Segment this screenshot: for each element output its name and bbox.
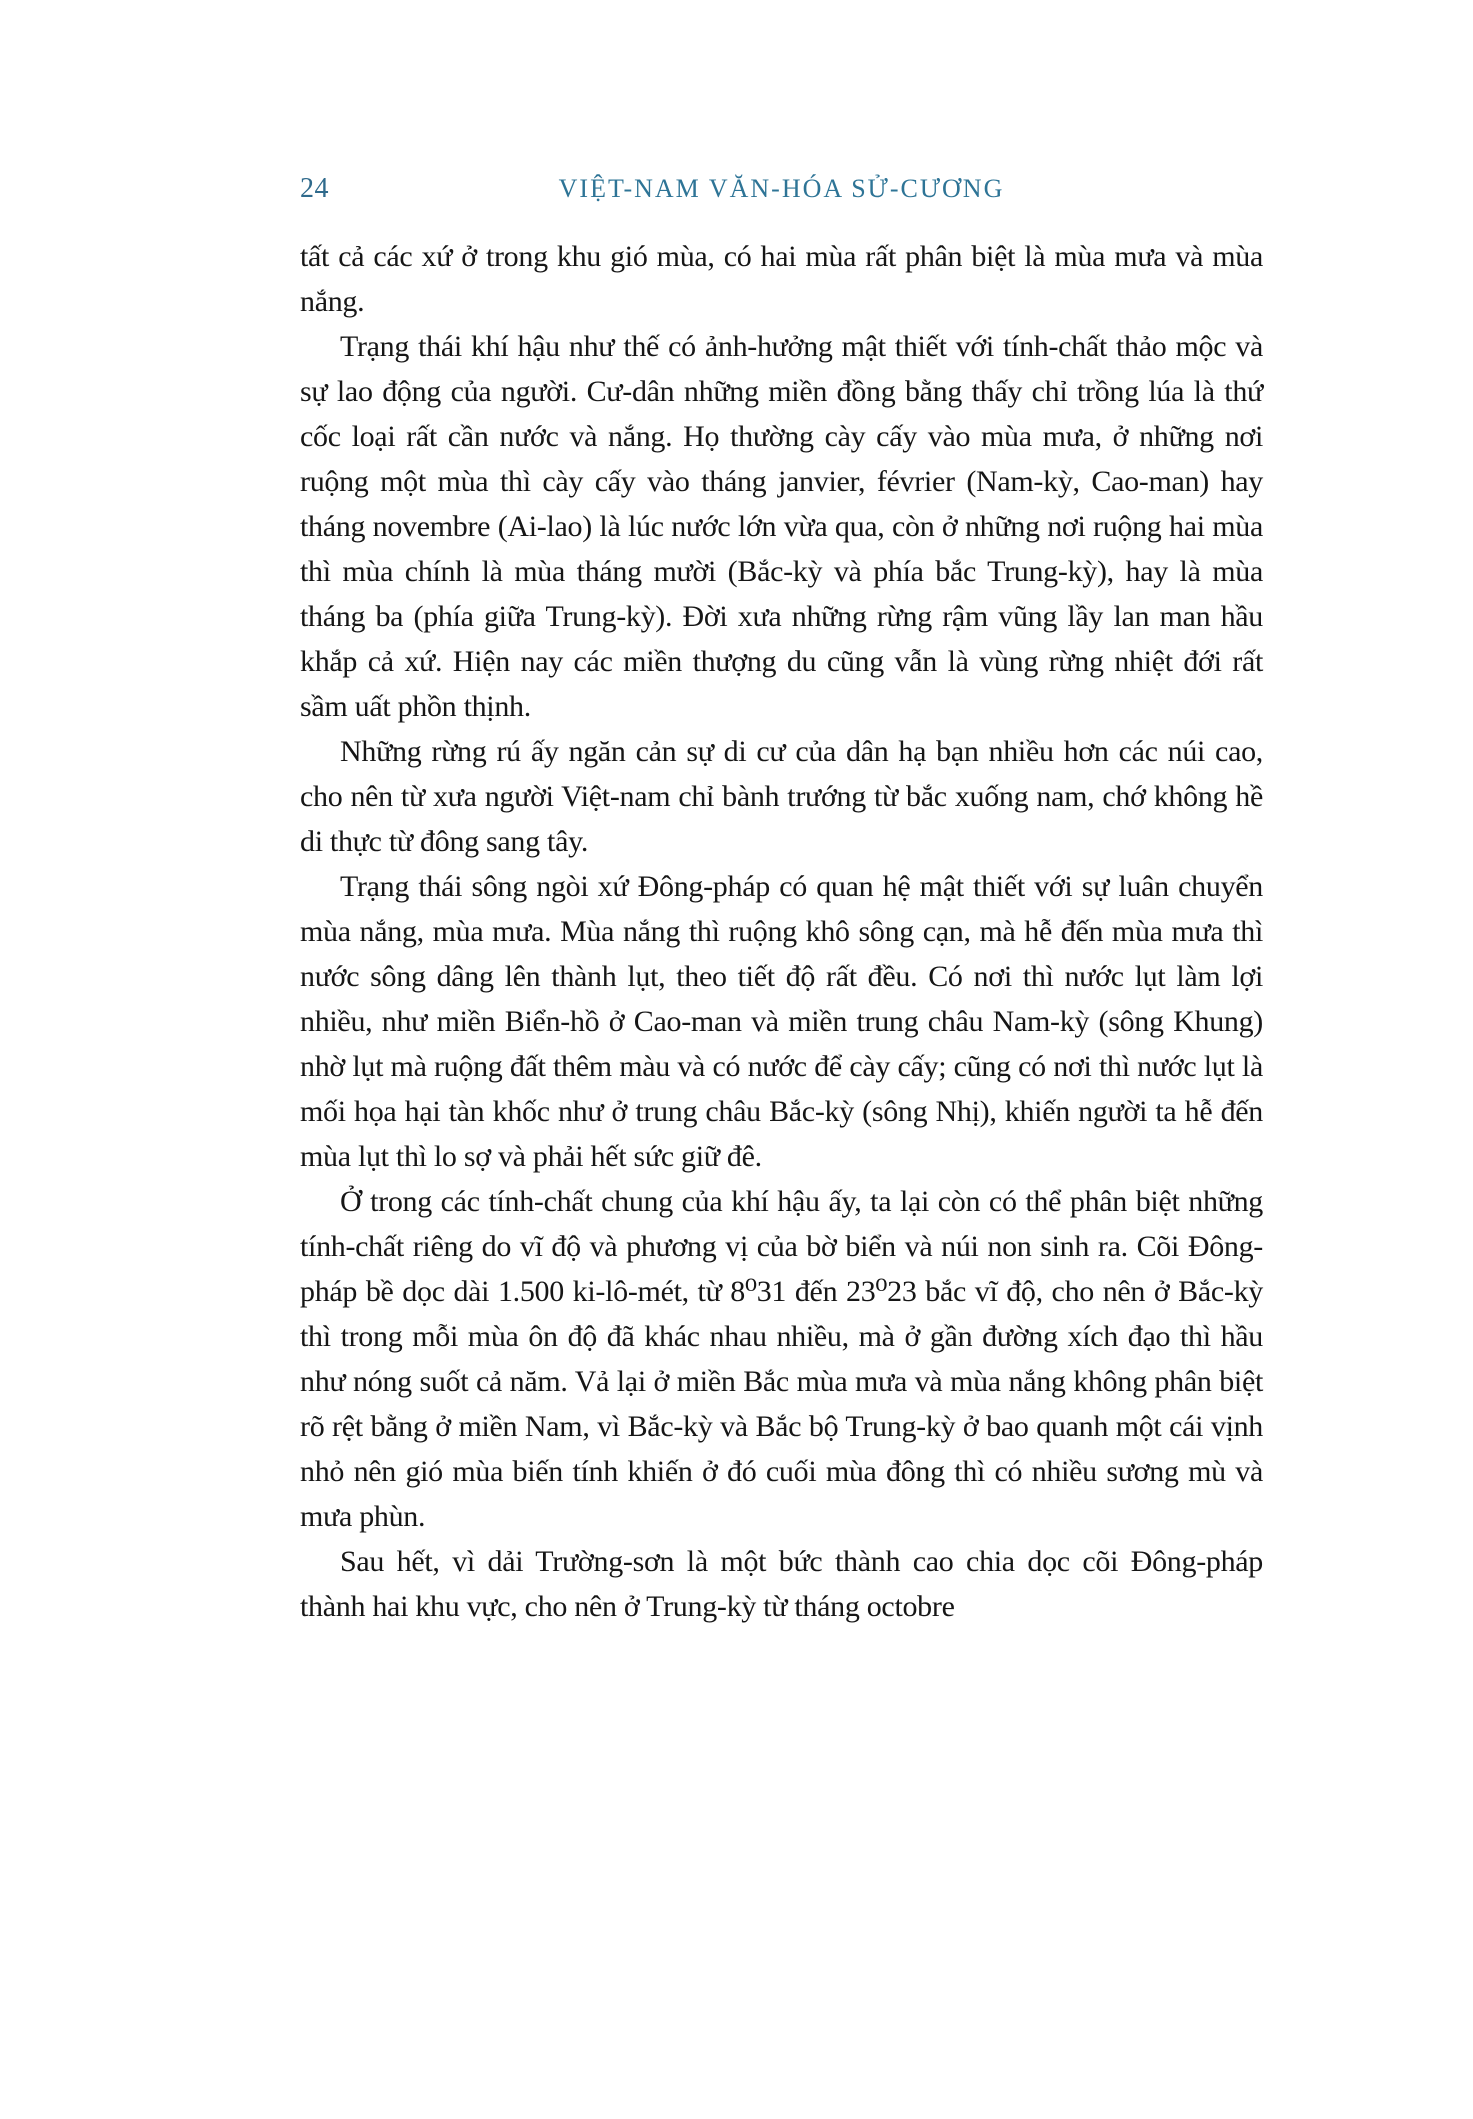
paragraph-1: tất cả các xứ ở trong khu gió mùa, có hai mùa rất phân biệt là mùa mưa và mùa nắng. xyxy=(300,240,1263,318)
paragraph-6: Sau hết, vì dải Trường-sơn là một bức thành cao chia dọc cõi Đông-pháp thành hai khu vực, cho nên ở Trung-kỳ từ tháng octobre xyxy=(300,1545,1263,1623)
paragraph-2: Trạng thái khí hậu như thế có ảnh-hưởng mật thiết với tính-chất thảo mộc và sự lao động của người. Cư-dân những miền đồng bằng thấy chỉ trồng lúa là thứ cốc loại rất cần nước và nắng. Họ thường cày cấy vào mùa mưa, ở những nơi ruộng một mùa thì cày cấy vào tháng janvier, février (Nam-kỳ, Cao-man) hay tháng novembre (Ai-lao) là lúc nước lớn vừa qua, còn ở những nơi ruộng hai mùa thì mùa chính là mùa tháng mười (Bắc-kỳ và phía bắc Trung-kỳ), hay là mùa tháng ba (phía giữa Trung-kỳ). Đời xưa những rừng rậm vũng lầy lan man hầu khắp cả xứ. Hiện nay các miền thượng du cũng vẫn là vùng rừng nhiệt đới rất sầm uất phồn thịnh. xyxy=(300,330,1263,723)
body-text xyxy=(300,234,1263,1629)
paragraph-3: Những rừng rú ấy ngăn cản sự di cư của dân hạ bạn nhiều hơn các núi cao, cho nên từ xưa người Việt-nam chỉ bành trướng từ bắc xuống nam, chớ không hề di thực từ đông sang tây. xyxy=(300,735,1263,858)
running-head xyxy=(300,172,1263,212)
page-number: 24 xyxy=(300,173,329,204)
paragraph-5: Ở trong các tính-chất chung của khí hậu ấy, ta lại còn có thể phân biệt những tính-chất riêng do vĩ độ và phương vị của bờ biển và núi non sinh ra. Cõi Đông-pháp bề dọc dài 1.500 ki-lô-mét, từ 8⁰31 đến 23⁰23 bắc vĩ độ, cho nên ở Bắc-kỳ thì trong mỗi mùa ôn độ đã khác nhau nhiều, mà ở gần đường xích đạo thì hầu như nóng suốt cả năm. Vả lại ở miền Bắc mùa mưa và mùa nắng không phân biệt rõ rệt bằng ở miền Nam, vì Bắc-kỳ và Bắc bộ Trung-kỳ ở bao quanh một cái vịnh nhỏ nên gió mùa biến tính khiến ở đó cuối mùa đông thì có nhiều sương mù và mưa phùn. xyxy=(300,1185,1263,1533)
page-header-title: VIỆT-NAM VĂN-HÓA SỬ-CƯƠNG xyxy=(558,174,1005,203)
paragraph-4: Trạng thái sông ngòi xứ Đông-pháp có quan hệ mật thiết với sự luân chuyển mùa nắng, mùa mưa. Mùa nắng thì ruộng khô sông cạn, mà hễ đến mùa mưa thì nước sông dâng lên thành lụt, theo tiết độ rất đều. Có nơi thì nước lụt làm lợi nhiều, như miền Biển-hồ ở Cao-man và miền trung châu Nam-kỳ (sông Khung) nhờ lụt mà ruộng đất thêm màu và có nước để cày cấy; cũng có nơi thì nước lụt là mối họa hại tàn khốc như ở trung châu Bắc-kỳ (sông Nhị), khiến người ta hễ đến mùa lụt thì lo sợ và phải hết sức giữ đê. xyxy=(300,870,1263,1173)
